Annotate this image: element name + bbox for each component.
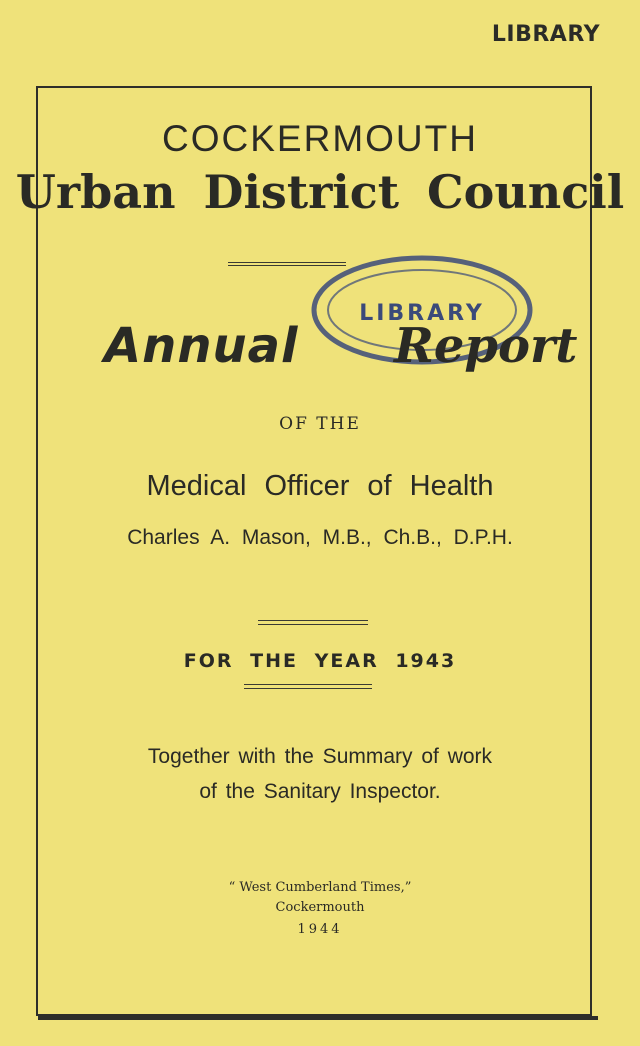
of-the-line: OF THE: [279, 414, 361, 434]
year-rule-bottom-2: [244, 688, 372, 689]
stamp-text: LIBRARY: [359, 301, 485, 326]
publisher-name: “ West Cumberland Times,”: [228, 880, 412, 895]
title-report: Report: [394, 318, 578, 374]
summary-line-2: of the Sanitary Inspector.: [199, 780, 441, 803]
library-label: LIBRARY: [491, 22, 600, 47]
officer-title: Medical Officer of Health: [146, 470, 494, 502]
page-border: [36, 86, 592, 1016]
publisher-year: 1944: [297, 922, 343, 937]
title-annual: Annual: [104, 318, 299, 374]
border-shadow: [38, 1016, 598, 1020]
author-name: Charles A. Mason, M.B., Ch.B., D.P.H.: [127, 526, 513, 549]
year-rule-top-2: [258, 624, 368, 625]
year-line: FOR THE YEAR 1943: [183, 650, 457, 672]
year-rule-top: [258, 620, 368, 621]
summary-line-1: Together with the Summary of work: [147, 745, 493, 768]
council-name: Urban District Council: [15, 165, 625, 219]
town-name: COCKERMOUTH: [162, 118, 478, 159]
year-rule-bottom: [244, 684, 372, 685]
publisher-place: Cockermouth: [275, 900, 365, 915]
